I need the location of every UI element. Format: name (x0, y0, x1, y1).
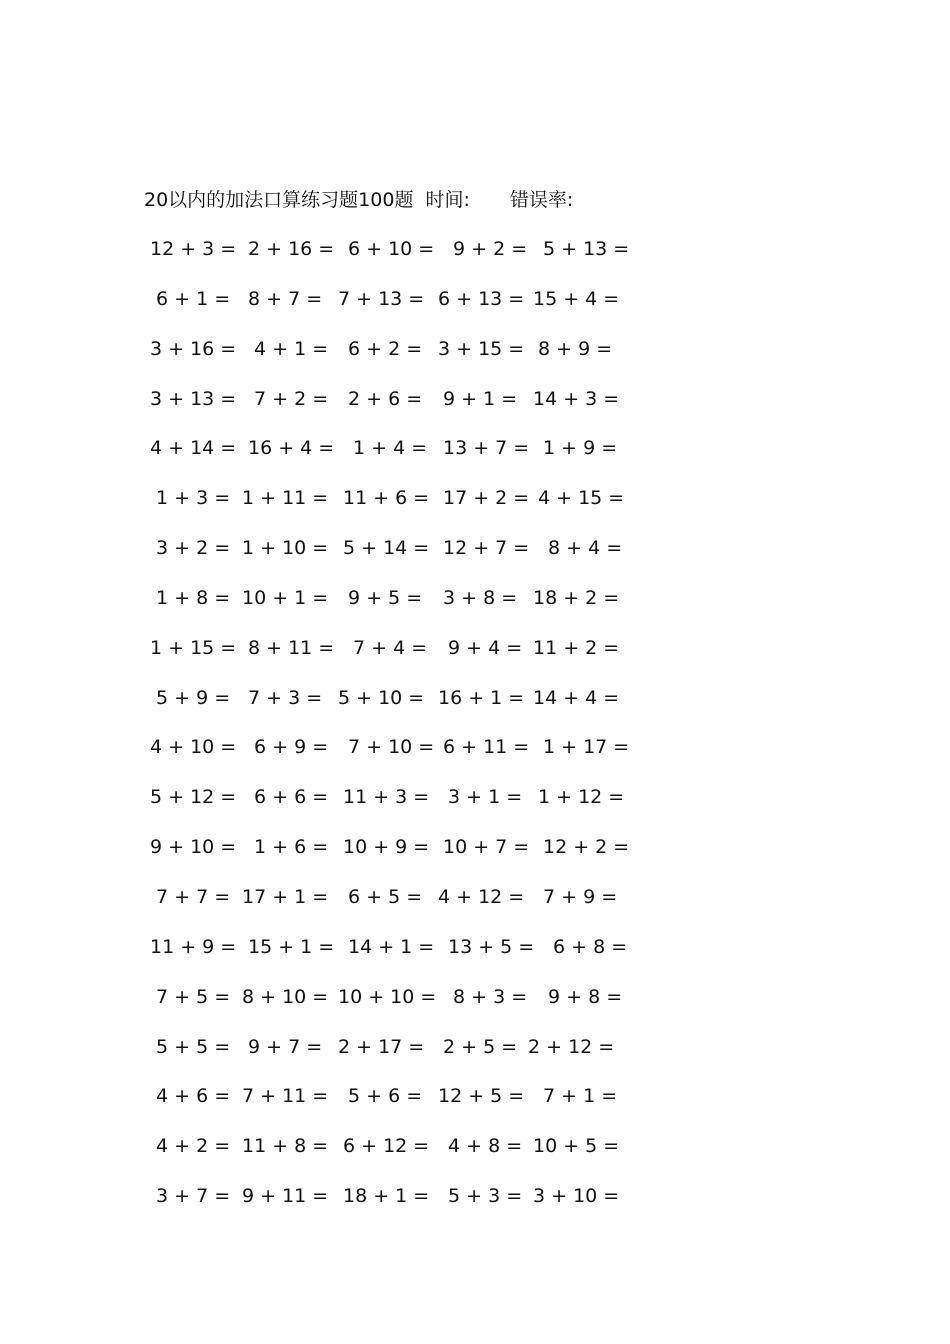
problem-item: 9 + 8 = (548, 985, 623, 1008)
problem-item: 15 + 1 = (248, 935, 335, 958)
problem-item: 4 + 6 = (156, 1085, 231, 1108)
problem-item: 11 + 8 = (242, 1135, 329, 1158)
problem-item: 9 + 7 = (248, 1035, 323, 1058)
problem-row (148, 483, 628, 533)
problem-item: 11 + 3 = (343, 786, 430, 809)
problem-item: 9 + 4 = (448, 636, 523, 659)
problem-item: 6 + 9 = (254, 736, 329, 759)
problem-item: 9 + 11 = (242, 1185, 329, 1208)
problem-item: 16 + 4 = (248, 437, 335, 460)
problem-row (148, 334, 628, 384)
problem-item: 2 + 6 = (348, 387, 423, 410)
problem-item: 8 + 3 = (453, 985, 528, 1008)
problem-grid (148, 234, 628, 1231)
problem-item: 6 + 5 = (348, 885, 423, 908)
worksheet-header (144, 186, 573, 214)
problem-item: 1 + 6 = (254, 836, 329, 859)
problem-row (148, 1131, 628, 1181)
problem-item: 9 + 5 = (348, 586, 423, 609)
problem-item: 10 + 1 = (242, 586, 329, 609)
problem-item: 7 + 2 = (254, 387, 329, 410)
problem-item: 10 + 9 = (343, 836, 430, 859)
problem-item: 2 + 17 = (338, 1035, 425, 1058)
problem-row (148, 234, 628, 284)
problem-item: 10 + 7 = (443, 836, 530, 859)
problem-item: 4 + 1 = (254, 337, 329, 360)
problem-item: 15 + 4 = (533, 287, 620, 310)
problem-item: 7 + 1 = (543, 1085, 618, 1108)
problem-item: 7 + 4 = (353, 636, 428, 659)
problem-item: 4 + 12 = (438, 885, 525, 908)
problem-item: 4 + 14 = (150, 437, 237, 460)
problem-item: 7 + 9 = (543, 885, 618, 908)
problem-item: 5 + 9 = (156, 686, 231, 709)
problem-item: 6 + 1 = (156, 287, 231, 310)
problem-item: 7 + 7 = (156, 885, 231, 908)
problem-item: 1 + 4 = (353, 437, 428, 460)
problem-item: 10 + 10 = (338, 985, 437, 1008)
problem-row (148, 882, 628, 932)
problem-row (148, 732, 628, 782)
problem-item: 1 + 9 = (543, 437, 618, 460)
problem-item: 1 + 3 = (156, 487, 231, 510)
problem-item: 10 + 5 = (533, 1135, 620, 1158)
problem-item: 2 + 16 = (248, 238, 335, 260)
problem-item: 4 + 2 = (156, 1135, 231, 1158)
problem-item: 18 + 1 = (343, 1185, 430, 1208)
problem-item: 6 + 10 = (348, 238, 435, 260)
problem-item: 6 + 2 = (348, 337, 423, 360)
problem-row (148, 533, 628, 583)
problem-row (148, 284, 628, 334)
problem-item: 9 + 2 = (453, 238, 528, 260)
problem-item: 6 + 6 = (254, 786, 329, 809)
problem-item: 14 + 3 = (533, 387, 620, 410)
problem-item: 7 + 10 = (348, 736, 435, 759)
worksheet-title: 20以内的加法口算练习题100题 (144, 189, 414, 211)
problem-item: 5 + 13 = (543, 238, 630, 260)
problem-row (148, 932, 628, 982)
problem-item: 14 + 1 = (348, 935, 435, 958)
problem-item: 7 + 5 = (156, 985, 231, 1008)
problem-item: 5 + 5 = (156, 1035, 231, 1058)
problem-row (148, 1181, 628, 1231)
problem-item: 13 + 5 = (448, 935, 535, 958)
problem-item: 12 + 7 = (443, 537, 530, 560)
problem-item: 6 + 11 = (443, 736, 530, 759)
problem-item: 3 + 8 = (443, 586, 518, 609)
problem-item: 5 + 12 = (150, 786, 237, 809)
problem-item: 1 + 10 = (242, 537, 329, 560)
problem-item: 11 + 9 = (150, 935, 237, 958)
problem-item: 8 + 7 = (248, 287, 323, 310)
problem-item: 2 + 12 = (528, 1035, 615, 1058)
problem-item: 3 + 15 = (438, 337, 525, 360)
problem-item: 9 + 1 = (443, 387, 518, 410)
problem-item: 7 + 3 = (248, 686, 323, 709)
problem-item: 8 + 9 = (538, 337, 613, 360)
problem-item: 3 + 10 = (533, 1185, 620, 1208)
problem-item: 6 + 13 = (438, 287, 525, 310)
problem-item: 1 + 15 = (150, 636, 237, 659)
problem-item: 1 + 17 = (543, 736, 630, 759)
problem-item: 13 + 7 = (443, 437, 530, 460)
problem-item: 5 + 3 = (448, 1185, 523, 1208)
problem-item: 5 + 6 = (348, 1085, 423, 1108)
problem-item: 17 + 1 = (242, 885, 329, 908)
problem-item: 11 + 2 = (533, 636, 620, 659)
problem-row (148, 683, 628, 733)
problem-row (148, 832, 628, 882)
problem-item: 8 + 10 = (242, 985, 329, 1008)
problem-row (148, 1032, 628, 1082)
error-rate-label: 错误率: (509, 189, 574, 211)
problem-item: 3 + 2 = (156, 537, 231, 560)
problem-item: 3 + 1 = (448, 786, 523, 809)
problem-item: 3 + 7 = (156, 1185, 231, 1208)
problem-row (148, 633, 628, 683)
problem-row (148, 433, 628, 483)
problem-item: 5 + 14 = (343, 537, 430, 560)
problem-item: 11 + 6 = (343, 487, 430, 510)
problem-item: 1 + 11 = (242, 487, 329, 510)
problem-item: 3 + 16 = (150, 337, 237, 360)
problem-item: 2 + 5 = (443, 1035, 518, 1058)
problem-item: 12 + 2 = (543, 836, 630, 859)
problem-row (148, 982, 628, 1032)
problem-row (148, 384, 628, 434)
problem-item: 1 + 12 = (538, 786, 625, 809)
problem-row (148, 583, 628, 633)
problem-item: 6 + 12 = (343, 1135, 430, 1158)
problem-item: 4 + 15 = (538, 487, 625, 510)
time-label: 时间: (425, 189, 470, 211)
problem-item: 16 + 1 = (438, 686, 525, 709)
problem-item: 12 + 3 = (150, 238, 237, 260)
problem-item: 12 + 5 = (438, 1085, 525, 1108)
problem-item: 3 + 13 = (150, 387, 237, 410)
problem-item: 8 + 11 = (248, 636, 335, 659)
problem-row (148, 782, 628, 832)
problem-item: 17 + 2 = (443, 487, 530, 510)
problem-item: 7 + 13 = (338, 287, 425, 310)
problem-item: 4 + 10 = (150, 736, 237, 759)
problem-row (148, 1081, 628, 1131)
problem-item: 1 + 8 = (156, 586, 231, 609)
problem-item: 18 + 2 = (533, 586, 620, 609)
problem-item: 14 + 4 = (533, 686, 620, 709)
problem-item: 5 + 10 = (338, 686, 425, 709)
problem-item: 9 + 10 = (150, 836, 237, 859)
problem-item: 7 + 11 = (242, 1085, 329, 1108)
problem-item: 8 + 4 = (548, 537, 623, 560)
problem-item: 6 + 8 = (553, 935, 628, 958)
problem-item: 4 + 8 = (448, 1135, 523, 1158)
